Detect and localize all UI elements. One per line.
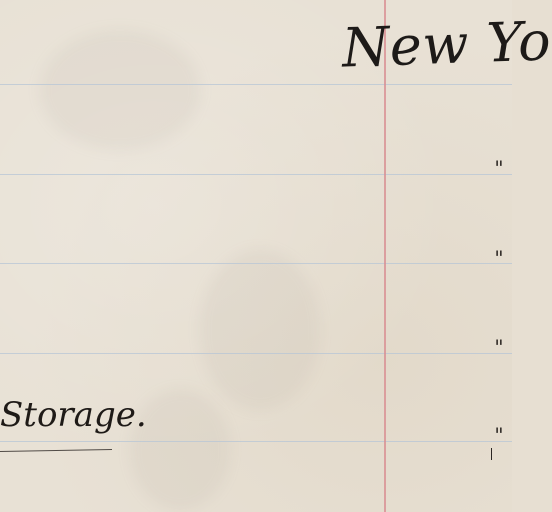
ditto-mark: " <box>494 335 504 359</box>
ink-bleed <box>200 250 320 410</box>
ditto-tick <box>491 448 492 460</box>
heading-new-york: New Yo <box>340 9 552 80</box>
storage-label: Storage. <box>0 395 147 435</box>
ditto-mark: " <box>494 246 504 270</box>
storage-underline <box>0 449 112 452</box>
ruled-line <box>0 84 512 85</box>
ruled-line <box>0 441 512 442</box>
ruled-line <box>0 263 512 264</box>
ditto-mark: " <box>494 156 504 180</box>
ruled-line <box>0 353 512 354</box>
ink-bleed <box>40 30 200 150</box>
ditto-mark: " <box>494 423 504 447</box>
ruled-line <box>0 174 512 175</box>
